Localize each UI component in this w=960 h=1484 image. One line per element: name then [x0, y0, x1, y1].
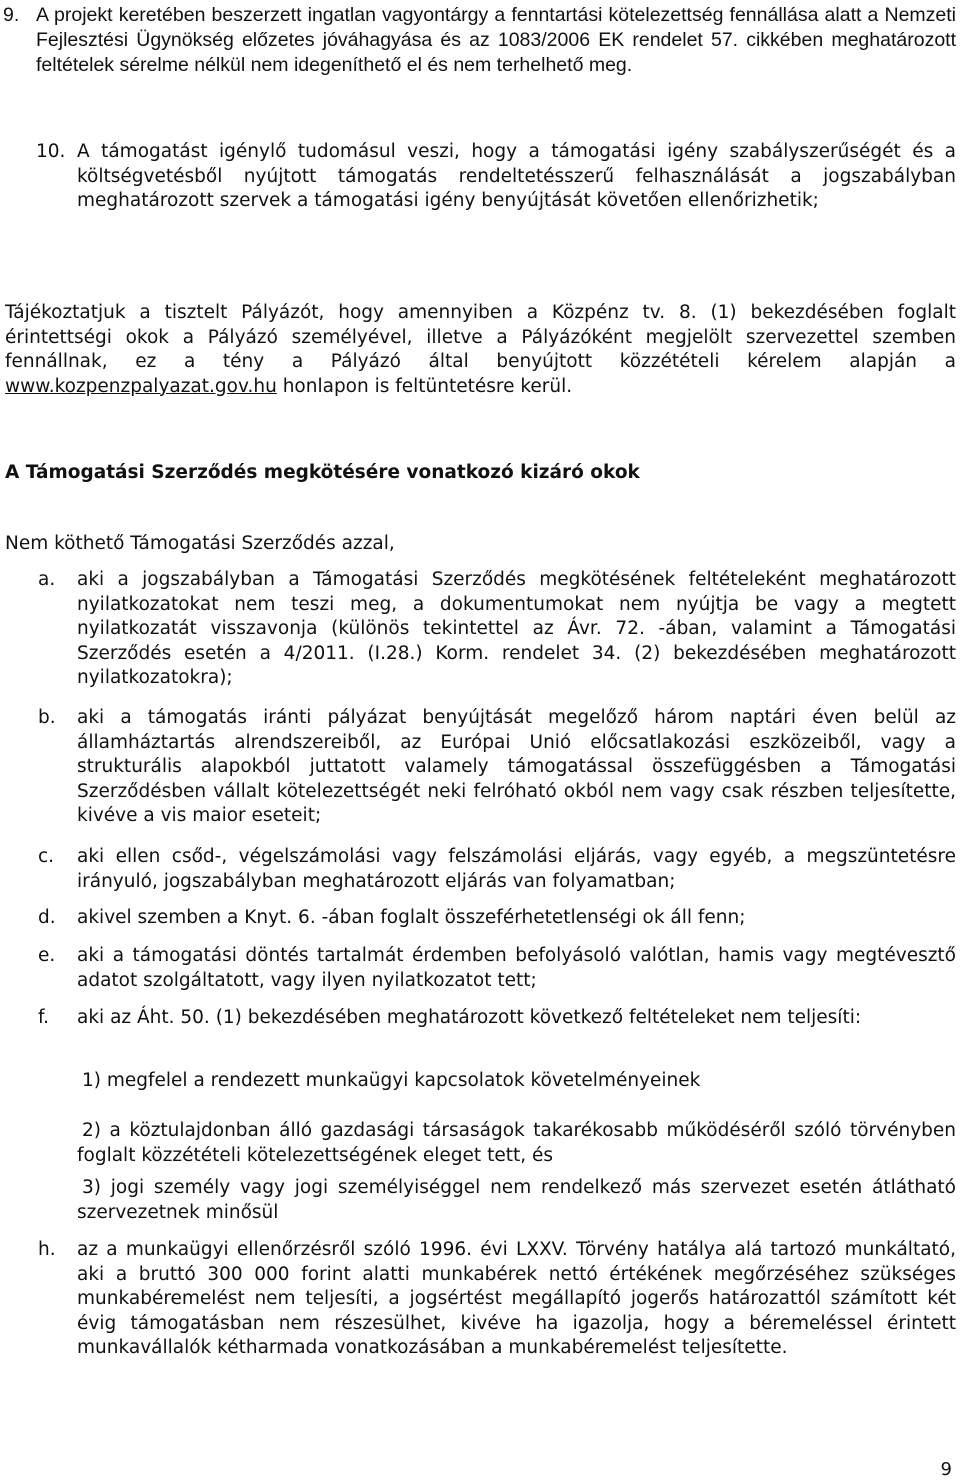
item-b	[0, 706, 960, 829]
item-letter: c.	[38, 846, 55, 867]
page-number: 9	[940, 1459, 952, 1480]
notice-paragraph	[0, 301, 960, 399]
subitem-3: 3) jogi személy vagy jogi személyiséggel nem rendelkező más szervezet esetén átlátható szervezetnek minősül	[77, 1177, 956, 1223]
item-text: aki a támogatási döntés tartalmát érdemben befolyásoló valótlan, hamis vagy megtévesztő adatot szolgáltatott, vagy ilyen nyilatkozatot tett;	[77, 945, 956, 991]
item-number: 9.	[3, 4, 20, 26]
item-letter: f.	[38, 1007, 50, 1028]
item-letter: e.	[38, 945, 56, 966]
item-number: 10.	[36, 141, 66, 162]
intro-text: Nem köthető Támogatási Szerződés azzal,	[5, 533, 395, 554]
subitem-1: 1) megfelel a rendezett munkaügyi kapcsolatok követelményeinek	[82, 1070, 701, 1091]
item-text: aki az Áht. 50. (1) bekezdésében meghatározott következő feltételeket nem teljesíti:	[77, 1007, 862, 1028]
item-letter: a.	[38, 569, 56, 590]
subitem-2: 2) a köztulajdonban álló gazdasági társaságok takarékosabb működéséről szóló törvényben foglalt közzétételi kötelezettségének eleget tett, és	[77, 1120, 956, 1166]
item-c	[0, 845, 960, 894]
item-text: A támogatást igénylő tudomásul veszi, hogy a támogatási igény szabályszerűségét és a költségvetésből nyújtott támogatás rendeltetésszerű felhasználását a jogszabályban meghatározott szervek a támogatási igény benyújtását követően ellenőrizhetik;	[77, 141, 956, 211]
item-a	[0, 568, 960, 691]
item-letter: h.	[38, 1239, 56, 1260]
item-f	[0, 1006, 960, 1031]
item-text: akivel szemben a Knyt. 6. -ában foglalt összeférhetetlenségi ok áll fenn;	[77, 907, 746, 928]
item-text: aki a támogatás iránti pályázat benyújtását megelőző három naptári éven belül az államháztartás alrendszereiből, az Európai Unió előcsatlakozási eszközeiből, vagy a strukturális alapokból juttatott valamely támogatással összefüggésben a Támogatási Szerződésben vállalt kötelezettségét neki felróható okból nem vagy csak részben teljesítette, kivéve a vis maior eseteit;	[77, 707, 956, 826]
notice-text-start: Tájékoztatjuk a tisztelt Pályázót, hogy amennyiben a Közpénz tv. 8. (1) bekezdésében foglalt érintettségi okok a Pályázó személyével, illetve a Pályázóként megjelölt szervezettel szemben fennállnak, ez a tény a Pályázó által benyújtott közzétételi kérelem alapján a	[5, 302, 956, 372]
notice-text-end: honlapon is feltüntetésre kerül.	[276, 375, 573, 397]
item-text: A projekt keretében beszerzett ingatlan vagyontárgy a fenntartási kötelezettség fennállása alatt a Nemzeti Fejlesztési Ügynökség előzetes jóváhagyása és az 1083/2006 EK rendelet 57. cikkében meghatározott feltételek sérelme nélkül nem idegeníthető el és nem terhelhető meg.	[36, 4, 956, 76]
numbered-item-9	[0, 3, 960, 78]
item-d	[0, 906, 960, 931]
item-e	[0, 944, 960, 993]
item-letter: b.	[38, 707, 56, 728]
numbered-item-10	[0, 140, 960, 214]
item-letter: d.	[38, 907, 56, 928]
item-text: aki ellen csőd-, végelszámolási vagy felszámolási eljárás, vagy egyéb, a megszüntetésre irányuló, jogszabályban meghatározott eljárás van folyamatban;	[77, 846, 956, 892]
item-h	[0, 1238, 960, 1361]
section-title: A Támogatási Szerződés megkötésére vonatkozó kizáró okok	[5, 462, 640, 483]
item-text: az a munkaügyi ellenőrzésről szóló 1996. évi LXXV. Törvény hatálya alá tartozó munkáltató, aki a bruttó 300 000 forint alatti munkabérek nettó értékének megőrzéséhez szükséges munkabéremelést nem teljesíti, a jogsértést megállapító jogerős határozattól számított két évig támogatásban nem részesülhet, kivéve ha igazolja, hogy a béremeléssel érintett munkavállalók kétharmada vonatkozásában a munkabéremelést teljesítette.	[77, 1239, 956, 1358]
item-text: aki a jogszabályban a Támogatási Szerződés megkötésének feltételeként meghatározott nyilatkozatokat nem teszi meg, a dokumentumokat nem nyújtja be vagy a megtett nyilatkozatát visszavonja (különös tekintettel az Ávr. 72. -ában, valamint a Támogatási Szerződés esetén a 4/2011. (I.28.) Korm. rendelet 34. (2) bekezdésében meghatározott nyilatkozatokra);	[77, 569, 956, 688]
kozpenzpalyazat-link[interactable]: www.kozpenzpalyazat.gov.hu	[5, 375, 277, 397]
